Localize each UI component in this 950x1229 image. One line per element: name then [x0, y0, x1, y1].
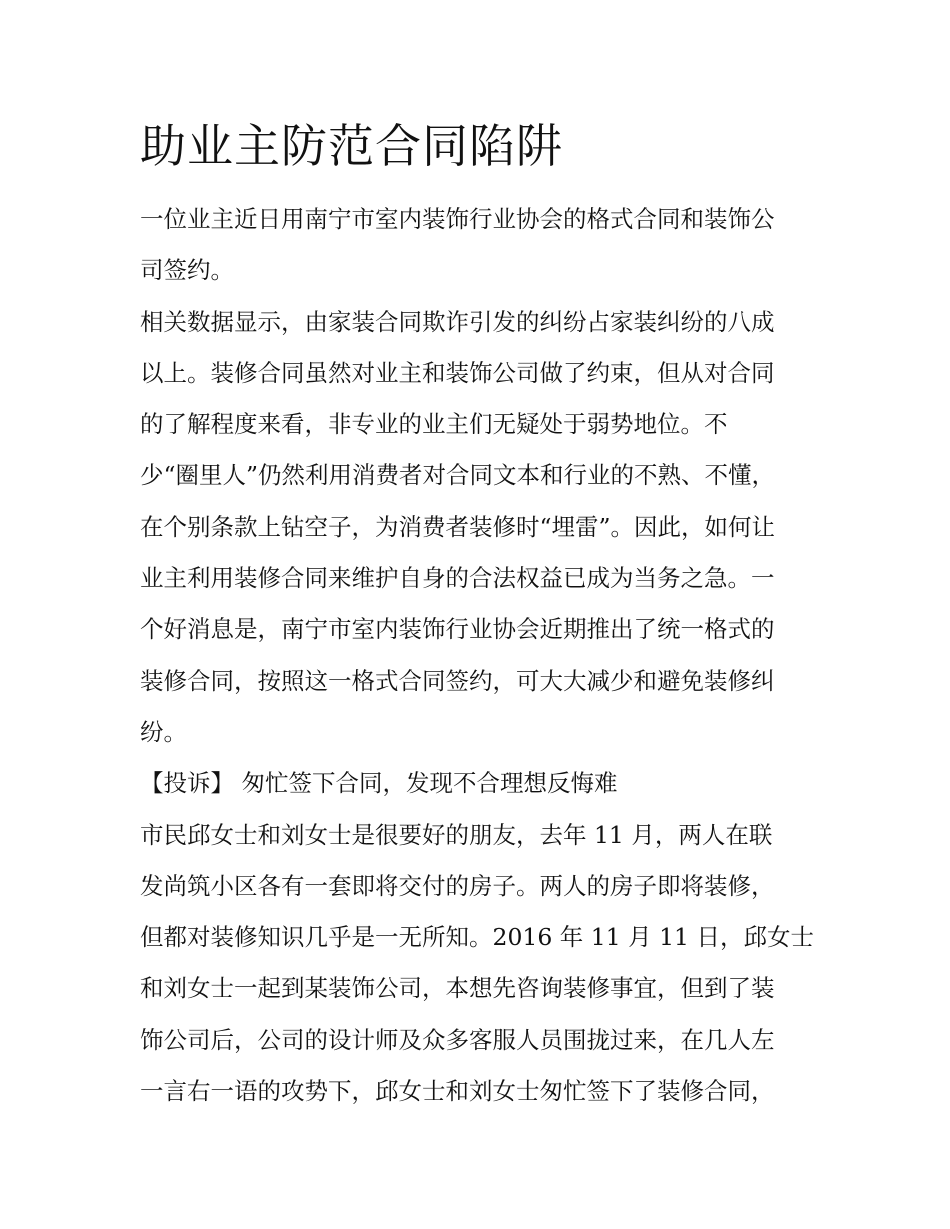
text-line: 但都对装修知识几乎是一无所知。2016 年 11 月 11 日，邱女士	[140, 923, 814, 952]
text-line: 少“圈里人”仍然利用消费者对合同文本和行业的不熟、不懂，	[140, 461, 776, 490]
text-line: 的了解程度来看，非专业的业主们无疑处于弱势地位。不	[140, 410, 728, 439]
text-line: 司签约。	[140, 256, 234, 285]
text-line: 一言右一语的攻势下，邱女士和刘女士匆忙签下了装修合同，	[140, 1077, 775, 1106]
section-heading: 【投诉】 匆忙签下合同，发现不合理想反悔难	[140, 769, 618, 798]
document-page	[140, 112, 815, 1117]
text-line: 饰公司后，公司的设计师及众多客服人员围拢过来，在几人左	[140, 1025, 775, 1054]
text-line: 纷。	[140, 717, 187, 746]
document-title: 助业主防范合同陷阱	[140, 119, 563, 173]
text-line: 个好消息是，南宁市室内装饰行业协会近期推出了统一格式的	[140, 615, 775, 644]
text-line: 市民邱女士和刘女士是很要好的朋友，去年 11 月，两人在联	[140, 820, 773, 849]
text-line: 以上。装修合同虽然对业主和装饰公司做了约束，但从对合同	[140, 358, 775, 387]
text-line: 相关数据显示，由家装合同欺诈引发的纠纷占家装纠纷的八成	[140, 307, 775, 336]
document-body	[140, 194, 815, 1117]
text-line: 装修合同，按照这一格式合同签约，可大大减少和避免装修纠	[140, 666, 775, 695]
text-line: 一位业主近日用南宁市室内装饰行业协会的格式合同和装饰公	[140, 205, 775, 233]
text-line: 在个别条款上钻空子，为消费者装修时“埋雷”。因此，如何让	[140, 512, 776, 541]
text-line: 发尚筑小区各有一套即将交付的房子。两人的房子即将装修，	[140, 871, 775, 900]
text-line: 业主利用装修合同来维护自身的合法权益已成为当务之急。一	[140, 564, 775, 593]
text-line: 和刘女士一起到某装饰公司，本想先咨询装修事宜，但到了装	[140, 974, 775, 1003]
